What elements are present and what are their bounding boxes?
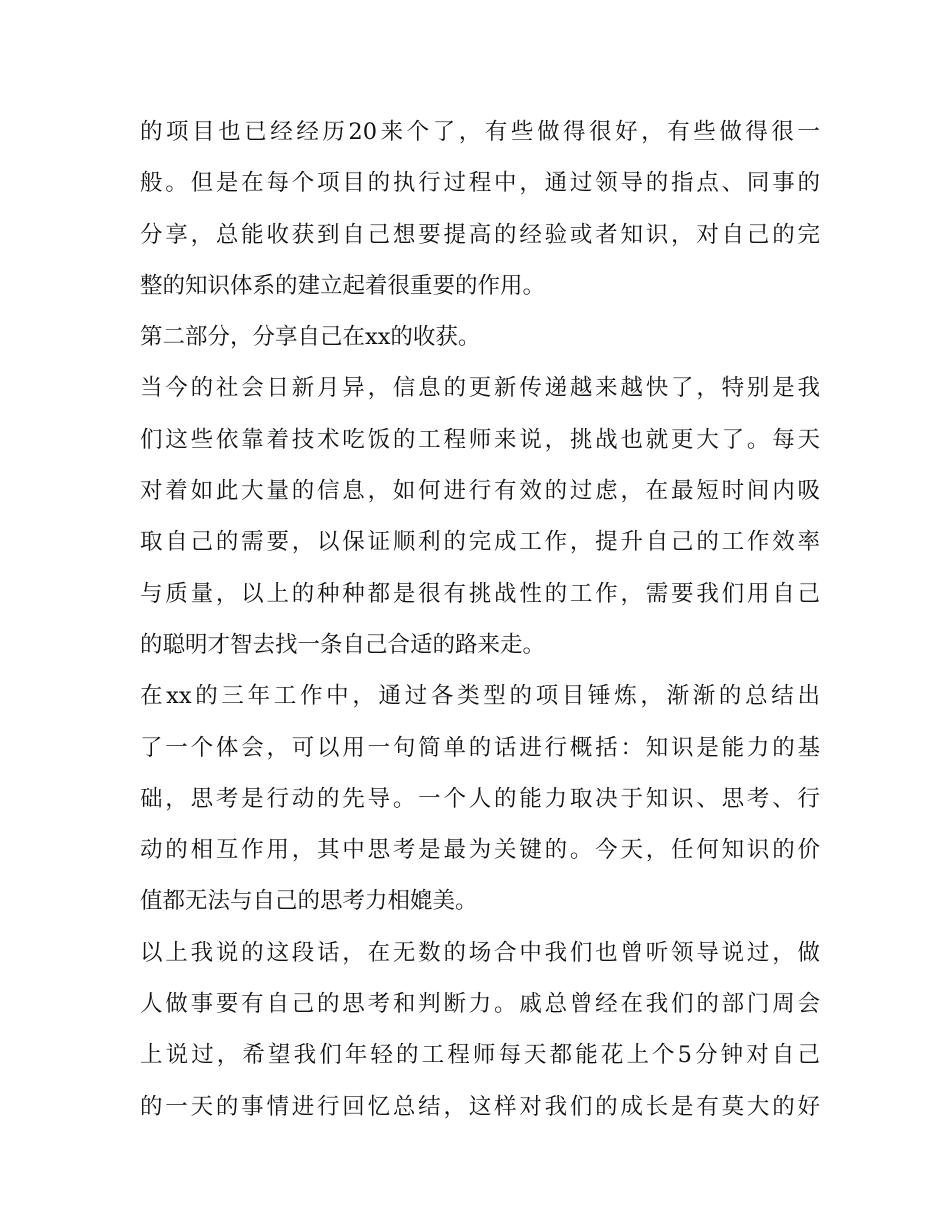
text-line: 整的知识体系的建立起着很重要的作用。 [140,272,546,299]
text-line: 取自己的需要，以保证顺利的完成工作，提升自己的工作效率 [140,529,820,556]
text-line: 们这些依靠着技术吃饭的工程师来说，挑战也就更大了。每天 [140,426,820,453]
text-line: 础，思考是行动的先导。一个人的能力取决于知识、思考、行 [140,785,820,812]
text-line: 当今的社会日新月异，信息的更新传递越来越快了，特别是我 [140,375,820,402]
text-line: 般。但是在每个项目的执行过程中，通过领导的指点、同事的 [140,170,820,197]
text-line: 在xx的三年工作中，通过各类型的项目锤炼，渐渐的总结出 [140,683,820,710]
body-text [140,107,820,1133]
text-line: 的聪明才智去找一条自己合适的路来走。 [140,631,546,658]
text-line: 上说过，希望我们年轻的工程师每天都能花上个5分钟对自己 [140,1042,820,1069]
text-line: 对着如此大量的信息，如何进行有效的过虑，在最短时间内吸 [140,478,820,505]
text-line: 了一个体会，可以用一句简单的话进行概括：知识是能力的基 [140,734,820,761]
section-heading: 第二部分，分享自己在xx的收获。 [140,324,481,351]
text-line: 的项目也已经经历20来个了，有些做得很好，有些做得很一 [140,119,820,145]
text-line: 以上我说的这段话，在无数的场合中我们也曾听领导说过，做 [140,939,820,966]
text-line: 人做事要有自己的思考和判断力。戚总曾经在我们的部门周会 [140,991,820,1018]
text-line: 分享，总能收获到自己想要提高的经验或者知识，对自己的完 [140,221,820,248]
text-line: 的一天的事情进行回忆总结，这样对我们的成长是有莫大的好 [140,1093,820,1120]
text-line: 值都无法与自己的思考力相媲美。 [140,888,478,915]
text-line: 动的相互作用，其中思考是最为关键的。今天，任何知识的价 [140,837,820,864]
text-line: 与质量，以上的种种都是很有挑战性的工作，需要我们用自己 [140,580,820,607]
